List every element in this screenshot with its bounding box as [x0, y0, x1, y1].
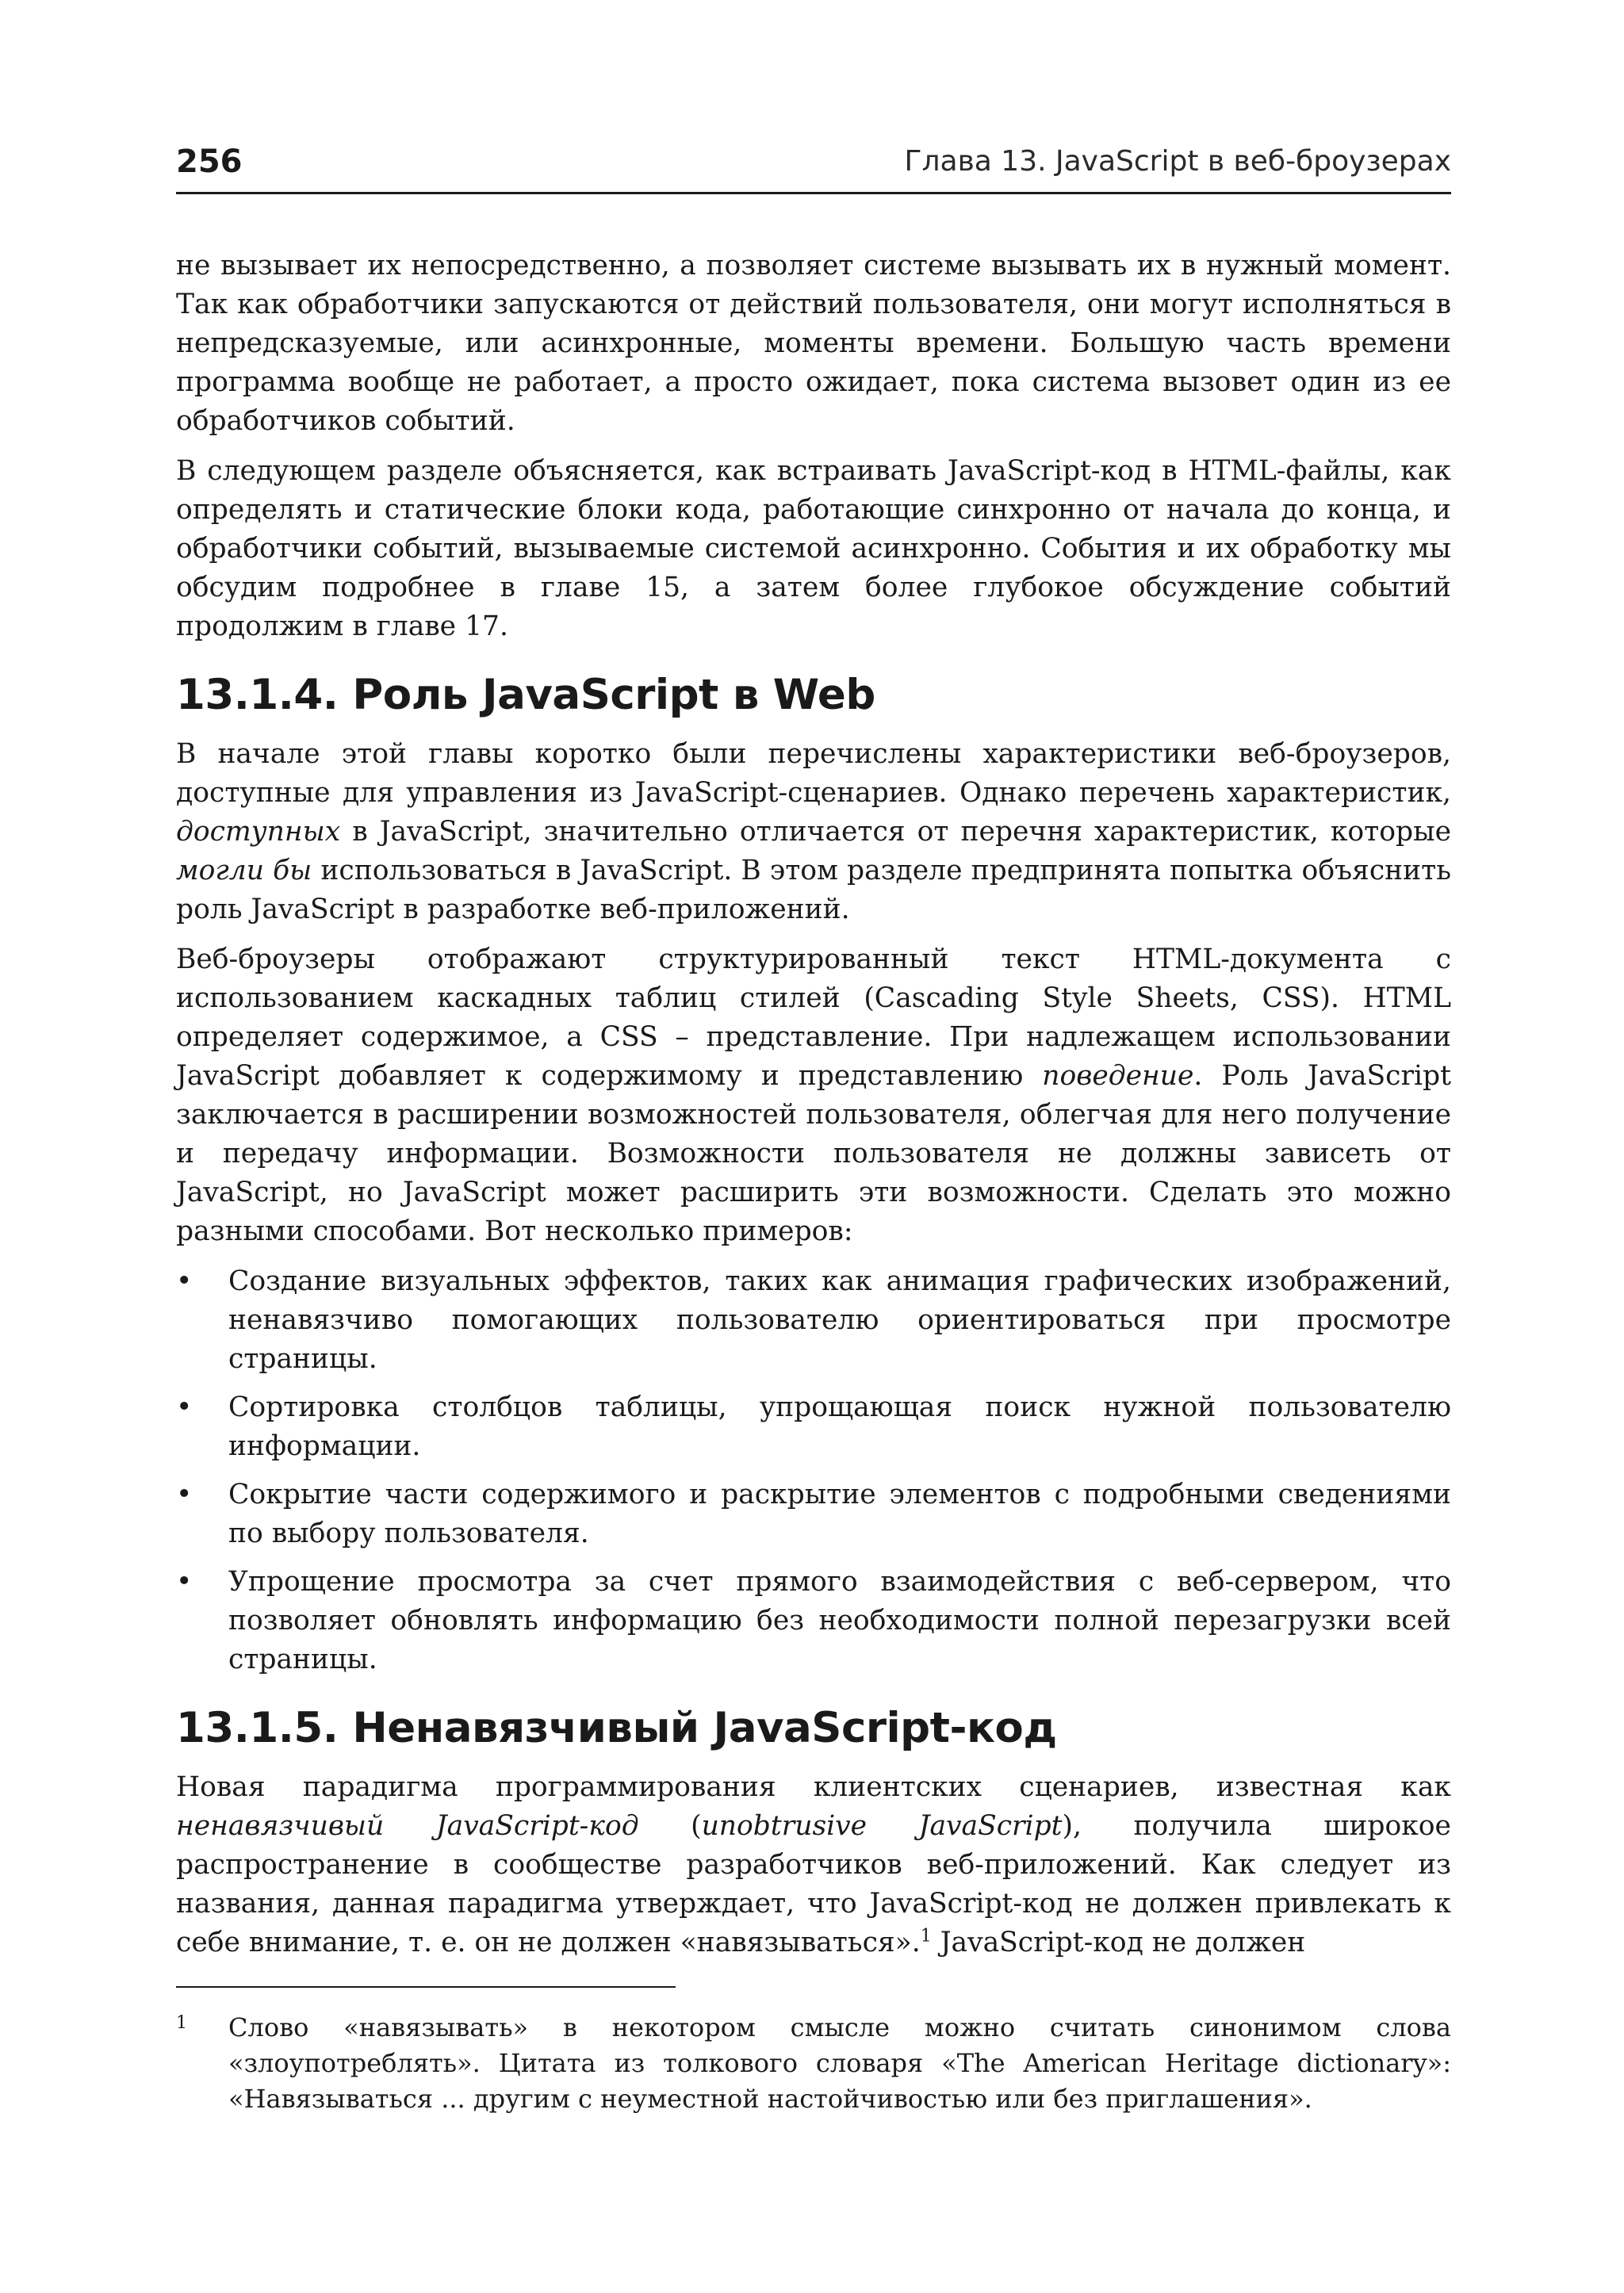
running-header	[176, 143, 1451, 194]
paragraph-unobtrusive: Новая парадигма программирования клиентских сценариев, известная как ненавязчивый JavaScript-код (unobtrusive JavaScript), получила широкое распространение в сообществе разработчиков веб-приложений. Как следует из названия, данная парадигма утверждает, что JavaScript-код не должен привлекать к себе внимание, т. е. он не должен «навязываться».$^1$ JavaScript-код не должен	[176, 1771, 1451, 1958]
paragraph-intro-2: В следующем разделе объясняется, как встраивать JavaScript-код в HTML-файлы, как определять и статические блоки кода, работающие синхронно от начала до конца, и обработчики событий, вызываемые системой асинхронно. События и их обработку мы обсудим подробнее в главе 15, а затем более глубокое обсуждение событий продолжим в главе 17.	[176, 455, 1451, 642]
emphasis-text: ненавязчивый JavaScript-код	[176, 1810, 639, 1842]
list-item: • Сортировка столбцов таблицы, упрощающая поиск нужной пользователю информации.	[176, 1388, 1451, 1466]
bullet-icon: •	[176, 1391, 193, 1423]
paragraph-role-1: В начале этой главы коротко были перечислены характеристики веб-броузеров, доступные для управления из JavaScript-сценариев. Однако перечень характеристик, доступных в JavaScript, значительно отличается от перечня характеристик, которые могли бы использоваться в JavaScript. В этом разделе предпринята попытка объяснить роль JavaScript в разработке веб-приложений.	[176, 738, 1451, 925]
bullet-icon: •	[176, 1566, 193, 1598]
footnote-text: Слово «навязывать» в некотором смысле можно считать синонимом слова «злоупотреблять». Цитата из толкового словаря «The American Heritage dictionary»: «Навязываться ... другим с неуместной настойчивостью или без приглашения».	[228, 2012, 1451, 2114]
bullet-icon: •	[176, 1265, 193, 1297]
section-heading-13-1-5: 13.1.5. Ненавязчивый JavaScript-код	[176, 1704, 1057, 1752]
section-heading-13-1-4: 13.1.4. Роль JavaScript в Web	[176, 671, 875, 719]
chapter-title: Глава 13. JavaScript в веб-броузерах	[904, 145, 1451, 178]
paragraph-role-2: Веб-броузеры отображают структурированный текст HTML-документа с использованием каскадных таблиц стилей (Cascading Style Sheets, CSS). HTML определяет содержимое, а CSS – представление. При надлежащем использовании JavaScript добавляет к содержимому и представлению поведение. Роль JavaScript заключается в расширении возможностей пользователя, облегчая для него получение и передачу информации. Возможности пользователя не должны зависеть от JavaScript, но JavaScript может расширить эти возможности. Сделать это можно разными способами. Вот несколько примеров:	[176, 944, 1451, 1247]
emphasis-text: могли бы	[176, 855, 312, 886]
book-page	[176, 143, 1451, 2117]
list-item: • Создание визуальных эффектов, таких как анимация графических изображений, ненавязчиво помогающих пользователю ориентироваться при просмотре страницы.	[176, 1262, 1451, 1379]
emphasis-text: unobtrusive JavaScript	[701, 1810, 1063, 1842]
list-item: • Упрощение просмотра за счет прямого взаимодействия с веб-сервером, что позволяет обновлять информацию без необходимости полной перезагрузки всей страницы.	[176, 1563, 1451, 1679]
list-item: • Сокрытие части содержимого и раскрытие элементов с подробными сведениями по выбору пользователя.	[176, 1476, 1451, 1553]
body-text	[176, 247, 1451, 1962]
examples-list	[176, 1262, 1451, 1679]
footnote-divider	[176, 1986, 676, 1988]
emphasis-text: доступных	[176, 816, 341, 848]
paragraph-intro-1: не вызывает их непосредственно, а позволяет системе вызывать их в нужный момент. Так как обработчики запускаются от действий пользователя, они могут исполняться в непредсказуемые, или асинхронные, моменты времени. Большую часть времени программа вообще не работает, а просто ожидает, пока система вызовет один из ее обработчиков событий.	[176, 250, 1451, 437]
emphasis-text: поведение	[1042, 1060, 1194, 1092]
bullet-icon: •	[176, 1479, 193, 1510]
footnote	[176, 2010, 1451, 2117]
page-number: 256	[176, 144, 243, 180]
footnote-number: 1	[176, 2013, 187, 2033]
footnote-reference[interactable]: 1	[920, 1926, 932, 1947]
